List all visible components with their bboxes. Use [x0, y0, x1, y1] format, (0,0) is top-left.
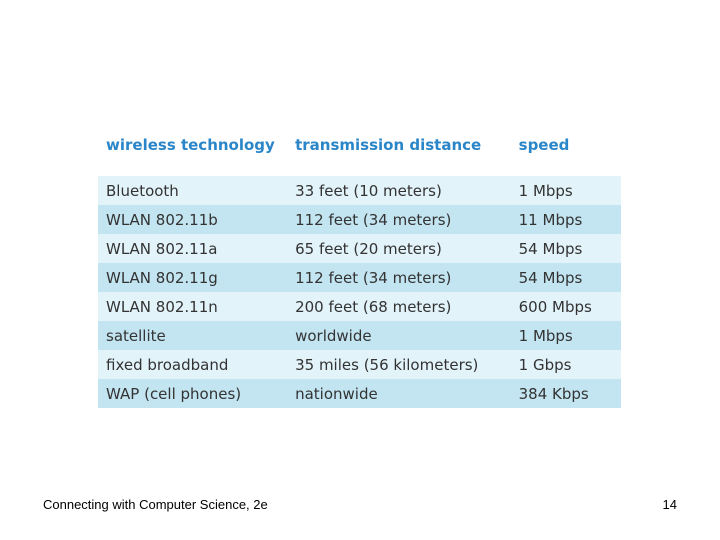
distance-cell: 112 feet (34 meters) [295, 268, 452, 287]
speed-cell: 1 Gbps [518, 355, 572, 374]
technology-cell: fixed broadband [106, 355, 229, 374]
table-row [98, 234, 621, 263]
header-spacer [98, 168, 621, 176]
header-transmission-distance: transmission distance [295, 136, 482, 154]
table-row [98, 205, 621, 234]
distance-cell: worldwide [295, 326, 372, 345]
table-row [98, 263, 621, 292]
technology-cell: Bluetooth [106, 181, 179, 200]
table-row [98, 321, 621, 350]
technology-cell: WAP (cell phones) [106, 384, 242, 403]
wireless-technology-table [98, 122, 621, 408]
header-wireless-technology: wireless technology [106, 136, 275, 154]
technology-cell: WLAN 802.11n [106, 297, 218, 316]
distance-cell: 35 miles (56 kilometers) [295, 355, 479, 374]
distance-cell: 33 feet (10 meters) [295, 181, 442, 200]
speed-cell: 1 Mbps [518, 181, 573, 200]
technology-cell: satellite [106, 326, 166, 345]
speed-cell: 54 Mbps [518, 239, 583, 258]
speed-cell: 1 Mbps [518, 326, 573, 345]
speed-cell: 11 Mbps [518, 210, 583, 229]
table-row [98, 350, 621, 379]
footer-book-title: Connecting with Computer Science, 2e [43, 497, 268, 512]
technology-cell: WLAN 802.11b [106, 210, 218, 229]
distance-cell: 65 feet (20 meters) [295, 239, 442, 258]
footer-page-number: 14 [662, 497, 677, 512]
distance-cell: 112 feet (34 meters) [295, 210, 452, 229]
table-row [98, 176, 621, 205]
technology-cell: WLAN 802.11a [106, 239, 218, 258]
speed-cell: 54 Mbps [518, 268, 583, 287]
header-speed: speed [518, 136, 570, 154]
distance-cell: nationwide [295, 384, 378, 403]
technology-cell: WLAN 802.11g [106, 268, 218, 287]
distance-cell: 200 feet (68 meters) [295, 297, 452, 316]
table-row [98, 379, 621, 408]
table-row [98, 292, 621, 321]
table-header-row [98, 122, 621, 168]
speed-cell: 600 Mbps [518, 297, 592, 316]
speed-cell: 384 Kbps [518, 384, 589, 403]
